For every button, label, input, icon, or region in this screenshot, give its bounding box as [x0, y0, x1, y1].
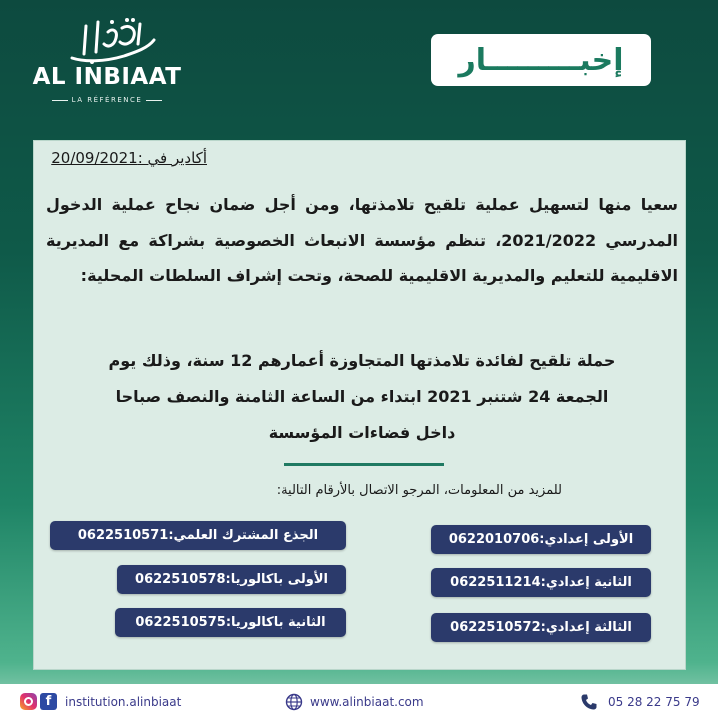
- contact-label: الجذع المشترك العلمي:: [168, 528, 319, 543]
- facebook-icon[interactable]: f: [40, 693, 57, 710]
- contact-label: الثانية باكالوريا:: [225, 615, 326, 630]
- footer-bar: [0, 684, 718, 720]
- announcement-card: [33, 140, 686, 670]
- phone-icon: [580, 693, 598, 711]
- contact-number: 0622010706: [448, 532, 540, 547]
- section-divider: [284, 463, 444, 466]
- contact-label: الأولى باكالوريا:: [225, 572, 328, 587]
- contact-pill-1st-bac: [117, 565, 346, 594]
- contact-label: الأولى إعدادي:: [539, 532, 634, 547]
- highlight-line: حملة تلقيح لفائدة تلامذتها المتجاوزة أعمارهم 12 سنة، وذلك يوم: [108, 351, 616, 370]
- phone-contact[interactable]: [580, 693, 700, 711]
- more-info-text: للمزيد من المعلومات، المرجو الاتصال بالأرقام التالية:: [276, 483, 562, 498]
- contact-pill-2nd-bac: [115, 608, 346, 637]
- contact-pill-1st-middle: [431, 525, 651, 554]
- contact-pill-3rd-middle: [431, 613, 651, 642]
- brand-name: AL INBIAAT: [32, 64, 182, 90]
- calligraphy-logo-mark: [64, 18, 159, 66]
- brand-tagline: LA RÉFÉRENCE: [32, 96, 182, 104]
- phone-number[interactable]: 05 28 22 75 79: [608, 695, 700, 709]
- contact-label: الثانية إعدادي:: [540, 575, 632, 590]
- globe-icon: [285, 693, 303, 711]
- contact-pill-common-core: [50, 521, 346, 550]
- contact-number: 0622511214: [450, 575, 541, 590]
- instagram-icon[interactable]: [20, 693, 37, 710]
- campaign-highlight: [46, 343, 678, 451]
- contact-number: 0622510575: [135, 615, 226, 630]
- website-link[interactable]: [285, 693, 424, 711]
- social-handle[interactable]: institution.alinbiaat: [65, 694, 182, 709]
- highlight-line: داخل فضاءات المؤسسة: [268, 423, 456, 442]
- website-url[interactable]: www.alinbiaat.com: [310, 695, 424, 709]
- brand-logo: [32, 18, 182, 108]
- social-links: [20, 693, 181, 710]
- contact-label: الثالثة إعدادي:: [540, 620, 632, 635]
- news-title-box: [431, 34, 651, 86]
- announcement-paragraph: سعيا منها لتسهيل عملية تلقيح تلامذتها، ومن أجل ضمان نجاح عملية الدخول المدرسي 2021/2022، تنظم مؤسسة الانبعاث الخصوصية بشراكة مع المديرية الاقليمية للتعليم والمديرية الاقليمية للصحة، وتحت إشراف السلطات المحلية:: [46, 195, 678, 285]
- news-title: إخبـــــــــار: [458, 42, 624, 78]
- contact-number: 0622510572: [450, 620, 541, 635]
- contact-number: 0622510571: [77, 528, 169, 543]
- date-line: أكادير في :20/09/2021: [51, 149, 207, 167]
- highlight-line: الجمعة 24 شتنبر 2021 ابتداء من الساعة الثامنة والنصف صباحا: [115, 387, 609, 406]
- contact-number: 0622510578: [135, 572, 226, 587]
- contact-pill-2nd-middle: [431, 568, 651, 597]
